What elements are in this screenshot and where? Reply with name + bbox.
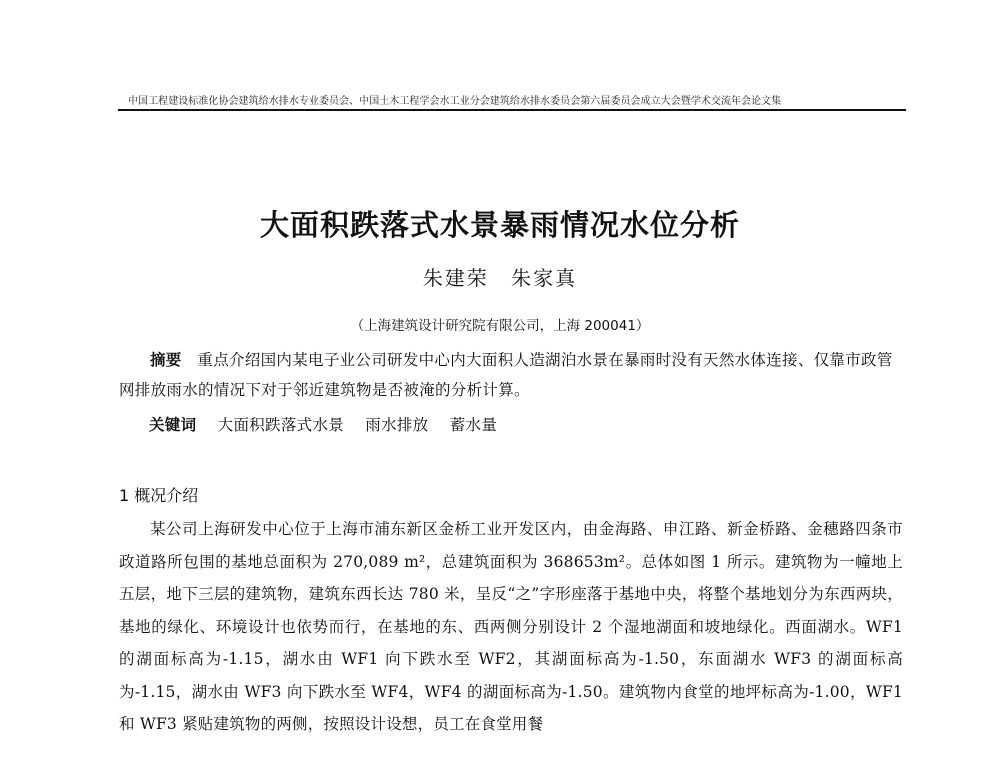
paper-title: 大面积跌落式水景暴雨情况水位分析 bbox=[259, 208, 740, 242]
keywords-label: 关键词 bbox=[149, 416, 197, 434]
affiliation: （上海建筑设计研究院有限公司，上海 200041） bbox=[350, 318, 650, 334]
keyword-item: 雨水排放 bbox=[365, 416, 429, 434]
abstract bbox=[119, 345, 903, 405]
keyword-item: 大面积跌落式水景 bbox=[217, 416, 345, 434]
keyword-item: 蓄水量 bbox=[449, 416, 498, 434]
abstract-label: 摘要 bbox=[150, 351, 182, 369]
abstract-text: 重点介绍国内某电子业公司研发中心内大面积人造湖泊水景在暴雨时没有天然水体连接、仅靠市政管网排放雨水的情况下对于邻近建筑物是否被淹的分析计算。 bbox=[119, 351, 893, 399]
section-heading: 1 概况介绍 bbox=[119, 486, 199, 505]
authors: 朱建荣 朱家真 bbox=[422, 266, 578, 290]
running-header: 中国工程建设标准化协会建筑给水排水专业委员会、中国土木工程学会水工业分会建筑给水排水委员会第六届委员会成立大会暨学术交流年会论文集 bbox=[128, 96, 782, 107]
body-paragraph: 某公司上海研发中心位于上海市浦东新区金桥工业开发区内，由金海路、申江路、新金桥路、金穗路四条市政道路所包围的基地总面积为 270,089 m²，总建筑面积为 368653m²。总体如图 1 所示。建筑物为一幢地上五层，地下三层的建筑物，建筑东西长达 780 米，呈反“之”字形座落于基地中央，将整个基地划分为东西两块，基地的绿化、环境设计也依势而行，在基地的东、西两侧分别设计 2 个湿地湖面和坡地绿化。西面湖水。WF1 的湖面标高为-1.15，湖水由 WF1 向下跌水至 WF2，其湖面标高为-1.50，东面湖水 WF3 的湖面标高为-1.15，湖水由 WF3 向下跌水至 WF4，WF4 的湖面标高为-1.50。建筑物内食堂的地坪标高为-1.00，WF1 和 WF3 紧贴建筑物的两侧，按照设计设想，员工在食堂用餐 bbox=[119, 520, 903, 733]
header-rule bbox=[118, 109, 906, 111]
keywords bbox=[149, 413, 903, 435]
